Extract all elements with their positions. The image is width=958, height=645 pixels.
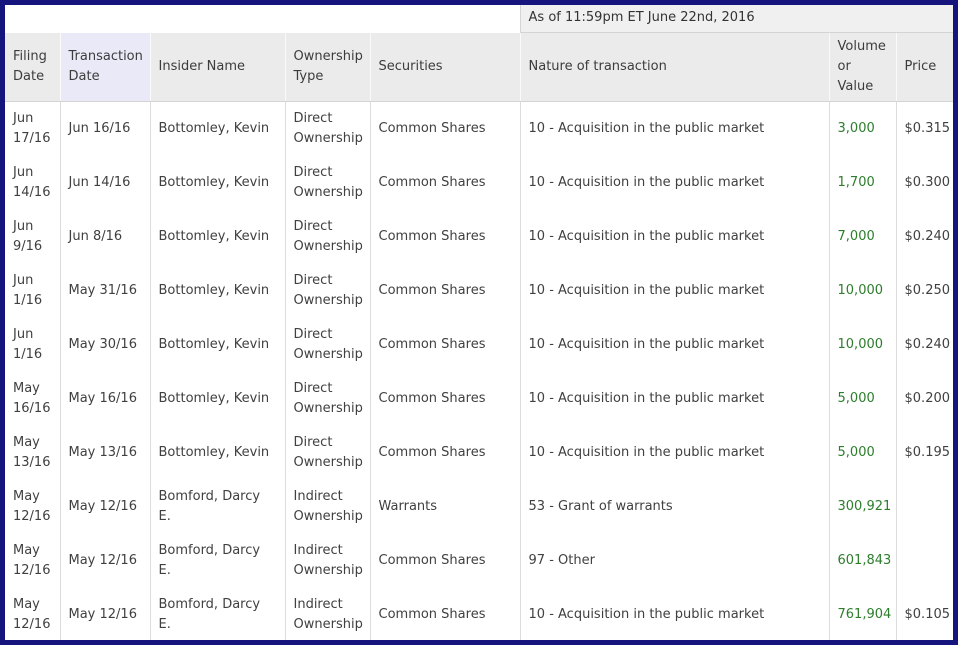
- cell-filing-date: Jun 17/16: [13, 111, 51, 147]
- column-header-price: Price: [896, 33, 953, 102]
- table-row: [5, 156, 953, 210]
- cell-nature: 53 - Grant of warrants: [520, 480, 829, 534]
- cell-transaction-date: Jun 16/16: [60, 102, 150, 157]
- cell-insider-name: Bomford, Darcy E.: [150, 480, 285, 534]
- table-header-row: [5, 33, 953, 102]
- table-row: [5, 102, 953, 157]
- table-row: [5, 480, 953, 534]
- cell-ownership-type: Direct Ownership: [285, 264, 370, 318]
- cell-insider-name: Bottomley, Kevin: [150, 426, 285, 480]
- cell-insider-name: Bottomley, Kevin: [150, 318, 285, 372]
- table-row: [5, 588, 953, 642]
- cell-filing-date: Jun 9/16: [13, 219, 43, 255]
- cell-ownership-type: Direct Ownership: [285, 156, 370, 210]
- cell-transaction-date: May 31/16: [60, 264, 150, 318]
- cell-volume: 601,843: [829, 534, 896, 588]
- cell-transaction-date: May 12/16: [60, 480, 150, 534]
- cell-insider-name: Bottomley, Kevin: [150, 372, 285, 426]
- table-row: [5, 534, 953, 588]
- cell-transaction-date: Jun 14/16: [60, 156, 150, 210]
- cell-securities: Common Shares: [370, 372, 520, 426]
- cell-price: $0.105: [896, 588, 953, 642]
- cell-securities: Common Shares: [370, 534, 520, 588]
- cell-volume: 10,000: [829, 264, 896, 318]
- cell-nature: 10 - Acquisition in the public market: [520, 210, 829, 264]
- cell-price: [896, 534, 953, 588]
- cell-nature: 10 - Acquisition in the public market: [520, 318, 829, 372]
- cell-insider-name: Bottomley, Kevin: [150, 102, 285, 157]
- cell-insider-name: Bottomley, Kevin: [150, 210, 285, 264]
- insider-transactions-table: [5, 5, 954, 642]
- cell-volume: 5,000: [829, 372, 896, 426]
- cell-price: [896, 480, 953, 534]
- column-header-transaction-date: Transaction Date: [60, 33, 150, 102]
- cell-filing-date: May 12/16: [13, 597, 51, 633]
- cell-securities: Common Shares: [370, 588, 520, 642]
- cell-securities: Common Shares: [370, 210, 520, 264]
- cell-insider-name: Bottomley, Kevin: [150, 156, 285, 210]
- table-body: [5, 102, 953, 643]
- cell-ownership-type: Direct Ownership: [285, 210, 370, 264]
- cell-filing-date: Jun 14/16: [13, 165, 51, 201]
- cell-nature: 10 - Acquisition in the public market: [520, 156, 829, 210]
- cell-securities: Warrants: [370, 480, 520, 534]
- cell-filing-date: Jun 1/16: [13, 327, 43, 363]
- cell-volume: 1,700: [829, 156, 896, 210]
- column-header-volume: Volume or Value: [829, 33, 896, 102]
- cell-ownership-type: Indirect Ownership: [285, 588, 370, 642]
- cell-filing-date: May 16/16: [13, 381, 51, 417]
- asof-timestamp: As of 11:59pm ET June 22nd, 2016: [520, 5, 953, 33]
- column-header-filing-date: Filing Date: [5, 33, 60, 102]
- cell-volume: 761,904: [829, 588, 896, 642]
- asof-row: [5, 5, 953, 33]
- cell-transaction-date: May 12/16: [60, 588, 150, 642]
- cell-price: $0.315: [896, 102, 953, 157]
- cell-price: $0.250: [896, 264, 953, 318]
- cell-price: $0.195: [896, 426, 953, 480]
- cell-filing-date: May 13/16: [13, 435, 51, 471]
- cell-insider-name: Bomford, Darcy E.: [150, 588, 285, 642]
- cell-volume: 10,000: [829, 318, 896, 372]
- cell-ownership-type: Indirect Ownership: [285, 534, 370, 588]
- table-row: [5, 372, 953, 426]
- table-row: [5, 210, 953, 264]
- cell-price: $0.240: [896, 318, 953, 372]
- cell-filing-date: May 12/16: [13, 543, 51, 579]
- asof-spacer: [5, 5, 520, 33]
- cell-securities: Common Shares: [370, 102, 520, 157]
- cell-transaction-date: Jun 8/16: [60, 210, 150, 264]
- table-row: [5, 264, 953, 318]
- cell-volume: 300,921: [829, 480, 896, 534]
- cell-insider-name: Bottomley, Kevin: [150, 264, 285, 318]
- column-header-nature: Nature of transaction: [520, 33, 829, 102]
- cell-ownership-type: Direct Ownership: [285, 102, 370, 157]
- cell-price: $0.200: [896, 372, 953, 426]
- cell-ownership-type: Direct Ownership: [285, 426, 370, 480]
- cell-volume: 7,000: [829, 210, 896, 264]
- cell-nature: 10 - Acquisition in the public market: [520, 426, 829, 480]
- cell-filing-date: Jun 1/16: [13, 273, 43, 309]
- cell-securities: Common Shares: [370, 318, 520, 372]
- cell-volume: 3,000: [829, 102, 896, 157]
- cell-insider-name: Bomford, Darcy E.: [150, 534, 285, 588]
- cell-transaction-date: May 30/16: [60, 318, 150, 372]
- cell-nature: 10 - Acquisition in the public market: [520, 372, 829, 426]
- cell-transaction-date: May 13/16: [60, 426, 150, 480]
- cell-price: $0.300: [896, 156, 953, 210]
- cell-nature: 10 - Acquisition in the public market: [520, 102, 829, 157]
- cell-securities: Common Shares: [370, 156, 520, 210]
- column-header-securities: Securities: [370, 33, 520, 102]
- cell-nature: 10 - Acquisition in the public market: [520, 264, 829, 318]
- column-header-ownership-type: Ownership Type: [285, 33, 370, 102]
- cell-nature: 97 - Other: [520, 534, 829, 588]
- cell-transaction-date: May 16/16: [60, 372, 150, 426]
- cell-securities: Common Shares: [370, 426, 520, 480]
- cell-ownership-type: Direct Ownership: [285, 372, 370, 426]
- cell-volume: 5,000: [829, 426, 896, 480]
- cell-transaction-date: May 12/16: [60, 534, 150, 588]
- table-row: [5, 426, 953, 480]
- column-header-insider-name: Insider Name: [150, 33, 285, 102]
- cell-price: $0.240: [896, 210, 953, 264]
- cell-securities: Common Shares: [370, 264, 520, 318]
- cell-filing-date: May 12/16: [13, 489, 51, 525]
- table-row: [5, 318, 953, 372]
- cell-nature: 10 - Acquisition in the public market: [520, 588, 829, 642]
- cell-ownership-type: Direct Ownership: [285, 318, 370, 372]
- cell-ownership-type: Indirect Ownership: [285, 480, 370, 534]
